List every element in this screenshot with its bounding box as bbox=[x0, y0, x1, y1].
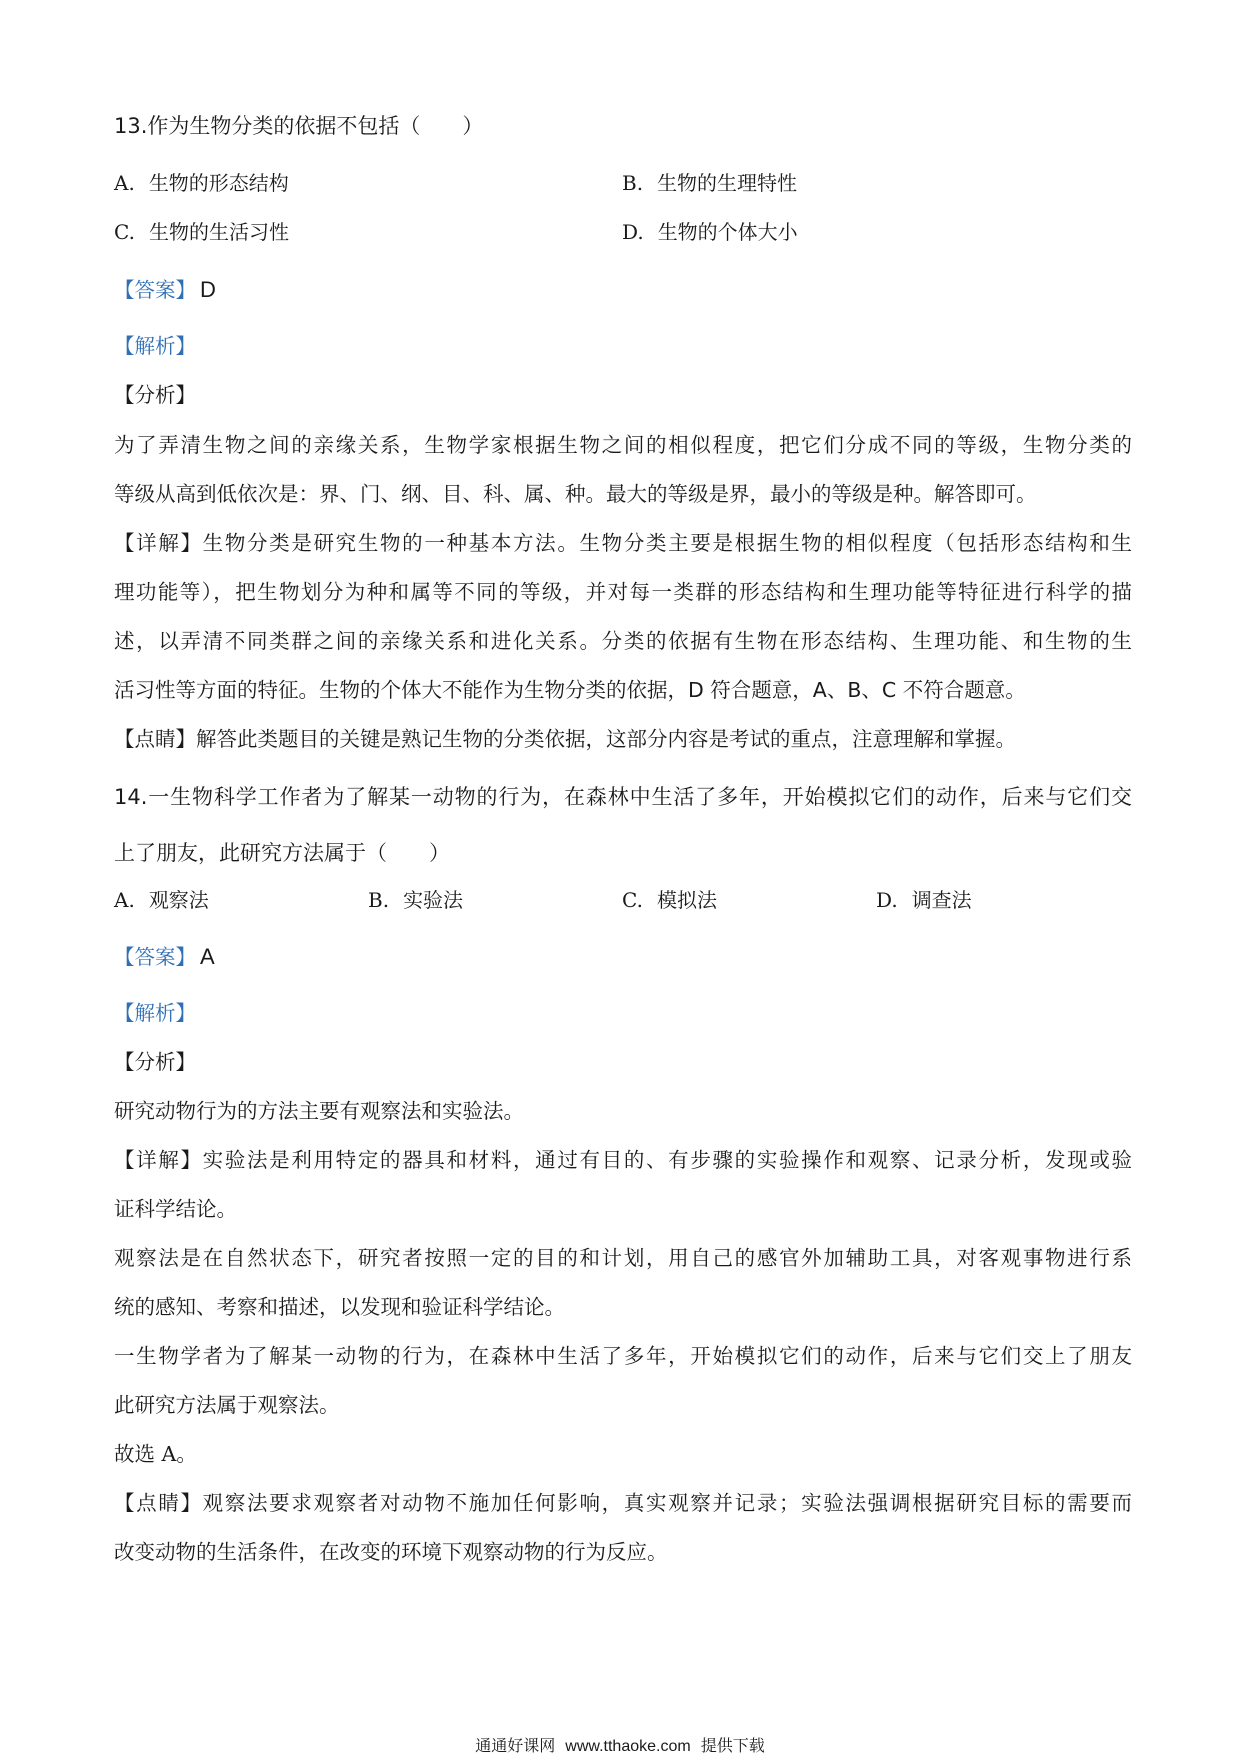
q13-xiangjie-line-1: 【详解】生物分类是研究生物的一种基本方法。生物分类主要是根据生物的相似程度（包括形态结构和生 bbox=[114, 531, 1133, 555]
q14-xiangjie-line-2: 证科学结论。 bbox=[114, 1197, 237, 1221]
q13-fenxi-label: 【分析】 bbox=[114, 383, 196, 407]
q13-xiangjie-line-3: 述，以弄清不同类群之间的亲缘关系和进化关系。分类的依据有生物在形态结构、生理功能、和生物的生 bbox=[114, 629, 1132, 653]
q14-xiangjie-line-6: 此研究方法属于观察法。 bbox=[114, 1393, 340, 1417]
q14-option-c: C. 模拟法 bbox=[622, 888, 717, 912]
q14-fenxi-text: 研究动物行为的方法主要有观察法和实验法。 bbox=[114, 1099, 524, 1123]
q14-xiangjie-line-3: 观察法是在自然状态下，研究者按照一定的目的和计划，用自己的感官外加辅助工具，对客观事物进行系 bbox=[114, 1246, 1132, 1270]
page-footer bbox=[0, 1738, 1240, 1755]
question-13-title: 13.作为生物分类的依据不包括（ ） bbox=[114, 114, 484, 138]
q13-fenxi-line-2: 等级从高到低依次是：界、门、纲、目、科、属、种。最大的等级是界，最小的等级是种。解答即可。 bbox=[114, 482, 1037, 506]
q13-answer: 【答案】 D bbox=[114, 277, 216, 302]
q13-jiexi-label: 【解析】 bbox=[114, 334, 196, 358]
question-14-title-line-2: 上了朋友，此研究方法属于（ ） bbox=[114, 841, 450, 865]
q13-option-d: D. 生物的个体大小 bbox=[622, 220, 798, 244]
q14-xiangjie-line-4: 统的感知、考察和描述，以发现和验证科学结论。 bbox=[114, 1295, 565, 1319]
footer-url-link[interactable]: www.tthaoke.com bbox=[565, 1738, 691, 1755]
q14-xiangjie-line-5: 一生物学者为了解某一动物的行为，在森林中生活了多年，开始模拟它们的动作，后来与它们交上了朋友 bbox=[114, 1344, 1132, 1368]
q13-option-c: C. 生物的生活习性 bbox=[114, 220, 289, 244]
footer-site-name: 通通好课网 bbox=[475, 1736, 556, 1755]
q14-dianjing-line-2: 改变动物的生活条件，在改变的环境下观察动物的行为反应。 bbox=[114, 1540, 668, 1564]
q14-xiangjie-line-1: 【详解】实验法是利用特定的器具和材料，通过有目的、有步骤的实验操作和观察、记录分析，发现或验 bbox=[114, 1148, 1133, 1172]
q13-fenxi-line-1: 为了弄清生物之间的亲缘关系，生物学家根据生物之间的相似程度，把它们分成不同的等级，生物分类的 bbox=[114, 433, 1132, 457]
q14-dianjing-line-1: 【点睛】观察法要求观察者对动物不施加任何影响，真实观察并记录；实验法强调根据研究目标的需要而 bbox=[114, 1491, 1133, 1515]
q14-fenxi-label: 【分析】 bbox=[114, 1050, 196, 1074]
q13-option-b: B. 生物的生理特性 bbox=[622, 171, 798, 195]
q14-option-d: D. 调查法 bbox=[876, 888, 972, 912]
q14-answer: 【答案】 A bbox=[114, 944, 215, 969]
q13-xiangjie-line-4: 活习性等方面的特征。生物的个体大不能作为生物分类的依据，D 符合题意，A、B、C 不符合题意。 bbox=[114, 678, 1026, 702]
question-14-title-line-1: 14.一生物科学工作者为了解某一动物的行为，在森林中生活了多年，开始模拟它们的动作，后来与它们交 bbox=[114, 785, 1132, 809]
q14-option-a: A. 观察法 bbox=[114, 888, 209, 912]
q14-jiexi-label: 【解析】 bbox=[114, 1001, 196, 1025]
q14-option-b: B. 实验法 bbox=[368, 888, 464, 912]
q14-xiangjie-line-7: 故选 A。 bbox=[114, 1442, 197, 1466]
q13-option-a: A. 生物的形态结构 bbox=[114, 171, 289, 195]
q13-xiangjie-line-2: 理功能等），把生物划分为种和属等不同的等级，并对每一类群的形态结构和生理功能等特征进行科学的描 bbox=[114, 580, 1132, 604]
q13-dianjing: 【点睛】解答此类题目的关键是熟记生物的分类依据，这部分内容是考试的重点，注意理解和掌握。 bbox=[114, 727, 1016, 751]
footer-provided-text: 提供下载 bbox=[700, 1736, 765, 1755]
